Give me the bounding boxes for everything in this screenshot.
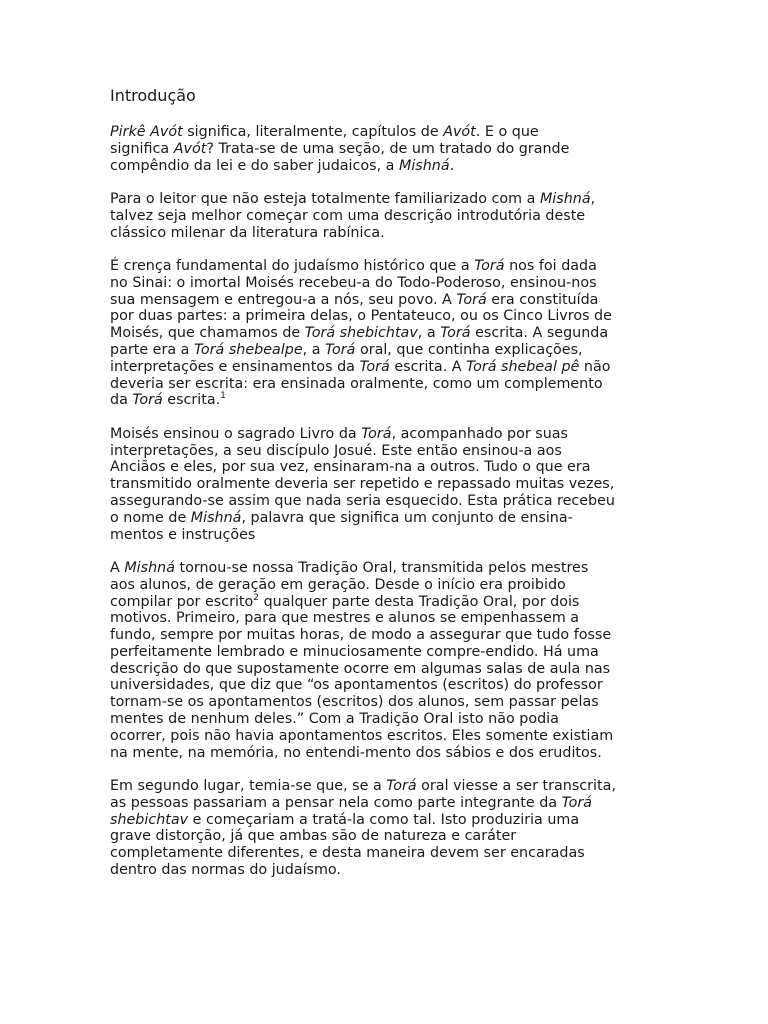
text-line: [110, 476, 662, 493]
text-run: oral viesse a ser transcrita,: [416, 778, 616, 795]
text-run: Em segundo lugar, temia-se que, se a: [110, 778, 387, 795]
text-run: sua mensagem e entregou-a a nós, seu povo. A: [110, 291, 457, 308]
italic-term: Torá shebichtav: [304, 325, 418, 342]
text-run: grave distorção, já que ambas são de natureza e caráter: [110, 828, 517, 845]
text-run: escrita. A segunda: [470, 325, 609, 342]
text-line: [110, 208, 662, 225]
text-run: , palavra que significa um conjunto de ensina-: [241, 509, 573, 526]
italic-term: Torá: [386, 778, 417, 795]
paragraph: [110, 191, 662, 241]
text-run: dentro das normas do judaísmo.: [110, 862, 341, 879]
text-run: deveria ser escrita: era ensinada oralmente, como um complemento: [110, 375, 603, 392]
italic-term: Avót: [443, 124, 476, 140]
text-run: interpretações, a seu discípulo Josué. Este então ensinou-a aos: [110, 442, 562, 459]
italic-term: Torá: [361, 425, 392, 442]
text-run: interpretações e ensinamentos da: [110, 358, 360, 375]
paragraph: [110, 426, 662, 544]
text-line: [110, 728, 662, 745]
text-run: ? Trata-se de uma seção, de um tratado do grande: [206, 140, 570, 157]
text-run: compilar por escrito: [110, 593, 254, 610]
italic-term: Torá: [561, 794, 592, 811]
text-run: perfeitamente lembrado e minuciosamente compre-endido. Há uma: [110, 643, 599, 660]
text-run: nos foi dada: [504, 257, 597, 274]
text-line: [110, 141, 662, 158]
text-line: [110, 308, 662, 325]
italic-term: Torá: [325, 341, 356, 358]
text-line: [110, 862, 662, 879]
italic-term: Mishná: [124, 559, 175, 576]
text-run: parte era a: [110, 341, 194, 358]
document-page: [110, 86, 662, 895]
text-run: Moisés, que chamamos de: [110, 325, 305, 342]
text-line: [110, 258, 662, 275]
text-run: universidades, que diz que “os apontamentos (escritos) do professor: [110, 677, 603, 694]
text-line: [110, 158, 662, 175]
text-run: escrita. A: [389, 358, 467, 375]
text-line: [110, 376, 662, 393]
text-run: clássico milenar da literatura rabínica.: [110, 224, 385, 241]
paragraph: [110, 124, 662, 174]
text-run: É crença fundamental do judaísmo histórico que a: [110, 257, 475, 274]
footnote-marker: 1: [220, 391, 226, 402]
text-run: . E o que: [475, 124, 539, 140]
text-run: Anciãos e eles, por sua vez, ensinaram-na a outros. Tudo o que era: [110, 459, 591, 476]
text-run: da: [110, 392, 133, 409]
text-run: Moisés ensinou o sagrado Livro da: [110, 425, 362, 442]
text-run: motivos. Primeiro, para que mestres e alunos se empenhassem a: [110, 610, 580, 627]
text-run: compêndio da lei e do saber judaicos, a: [110, 157, 399, 174]
text-run: , a: [417, 325, 441, 342]
text-run: ,: [590, 190, 596, 207]
text-line: [110, 359, 662, 376]
text-run: A: [110, 559, 125, 576]
text-run: era constituída: [486, 291, 599, 308]
italic-term: Mishná: [539, 190, 591, 207]
italic-term: Torá shebealpe: [193, 341, 303, 358]
text-line: [110, 527, 662, 544]
text-run: completamente diferentes, e desta maneira devem ser encaradas: [110, 845, 585, 862]
text-line: [110, 845, 662, 862]
document-body: [110, 124, 662, 879]
text-line: [110, 426, 662, 443]
text-line: [110, 627, 662, 644]
text-run: descrição do que supostamente ocorre em algumas salas de aula nas: [110, 660, 611, 677]
text-run: assegurando-se assim que nada seria esquecido. Esta prática recebeu: [110, 492, 615, 509]
italic-term: Torá: [474, 257, 505, 274]
text-run: , acompanhado por suas: [391, 425, 568, 442]
text-run: mentos e instruções: [110, 526, 256, 543]
text-line: [110, 225, 662, 242]
text-run: significa, literalmente, capítulos de: [182, 124, 444, 140]
text-line: [110, 795, 662, 812]
italic-term: Torá shebeal pê: [466, 358, 580, 375]
text-run: talvez seja melhor começar com uma descrição introdutória deste: [110, 207, 586, 224]
text-run: as pessoas passariam a pensar nela como parte integrante da: [110, 794, 562, 811]
italic-term: Torá: [456, 291, 487, 308]
page-title: Introdução: [110, 86, 196, 105]
text-line: [110, 124, 662, 141]
italic-term: Torá: [440, 325, 471, 342]
italic-term: Mishná: [190, 509, 242, 526]
text-run: ocorrer, pois não havia apontamentos escritos. Eles somente existiam: [110, 727, 614, 744]
text-run: fundo, sempre por muitas horas, de modo a assegurar que tudo fosse: [110, 627, 612, 644]
text-run: por duas partes: a primeira delas, o Pentateuco, ou os Cinco Livros de: [110, 308, 612, 325]
text-run: significa: [110, 140, 174, 157]
text-run: escrita.: [162, 392, 221, 409]
text-run: oral, que continha explicações,: [355, 341, 583, 358]
text-line: [110, 694, 662, 711]
text-line: [110, 778, 662, 795]
text-line: [110, 661, 662, 678]
text-line: [110, 342, 662, 359]
italic-term: Mishná: [398, 157, 450, 174]
text-run: não: [579, 358, 611, 375]
text-line: [110, 275, 662, 292]
italic-term: Torá: [132, 392, 163, 409]
text-line: [110, 443, 662, 460]
text-line: [110, 325, 662, 342]
text-line: [110, 828, 662, 845]
text-line: [110, 644, 662, 661]
text-line: [110, 812, 662, 829]
text-line: [110, 292, 662, 309]
italic-term: Avót: [173, 140, 207, 157]
text-run: transmitido oralmente deveria ser repetido e repassado muitas vezes,: [110, 476, 615, 493]
text-line: [110, 745, 662, 762]
text-run: no Sinai: o imortal Moisés recebeu-a do Todo-Poderoso, ensinou-nos: [110, 274, 597, 291]
text-line: [110, 510, 662, 527]
text-run: na mente, na memória, no entendi-mento dos sábios e dos eruditos.: [110, 744, 602, 761]
text-run: tornam-se os apontamentos (escritos) dos alunos, sem passar pelas: [110, 694, 599, 711]
text-line: [110, 459, 662, 476]
text-line: [110, 191, 662, 208]
text-run: , a: [302, 341, 326, 358]
text-line: [110, 560, 662, 577]
paragraph: [110, 258, 662, 409]
paragraph: [110, 778, 662, 879]
text-line: [110, 677, 662, 694]
text-run: tornou-se nossa Tradição Oral, transmitida pelos mestres: [174, 559, 589, 576]
text-line: [110, 392, 662, 409]
text-run: o nome de: [110, 509, 191, 526]
footnote-marker: 2: [253, 592, 260, 603]
text-line: [110, 610, 662, 627]
italic-term: Pirkê Avót: [110, 124, 183, 140]
text-run: .: [449, 157, 455, 174]
text-line: [110, 493, 662, 510]
italic-term: Torá: [359, 358, 390, 375]
paragraph: [110, 560, 662, 762]
text-line: [110, 594, 662, 611]
text-run: qualquer parte desta Tradição Oral, por dois: [259, 593, 580, 610]
text-run: aos alunos, de geração em geração. Desde o início era proibido: [110, 576, 566, 593]
text-run: e começariam a tratá-la como tal. Isto produziria uma: [188, 811, 580, 828]
text-line: [110, 577, 662, 594]
text-line: [110, 711, 662, 728]
text-run: mentes de nenhum deles.” Com a Tradição Oral isto não podia: [110, 711, 559, 728]
italic-term: shebichtav: [110, 811, 189, 828]
text-run: Para o leitor que não esteja totalmente familiarizado com a: [110, 190, 540, 207]
